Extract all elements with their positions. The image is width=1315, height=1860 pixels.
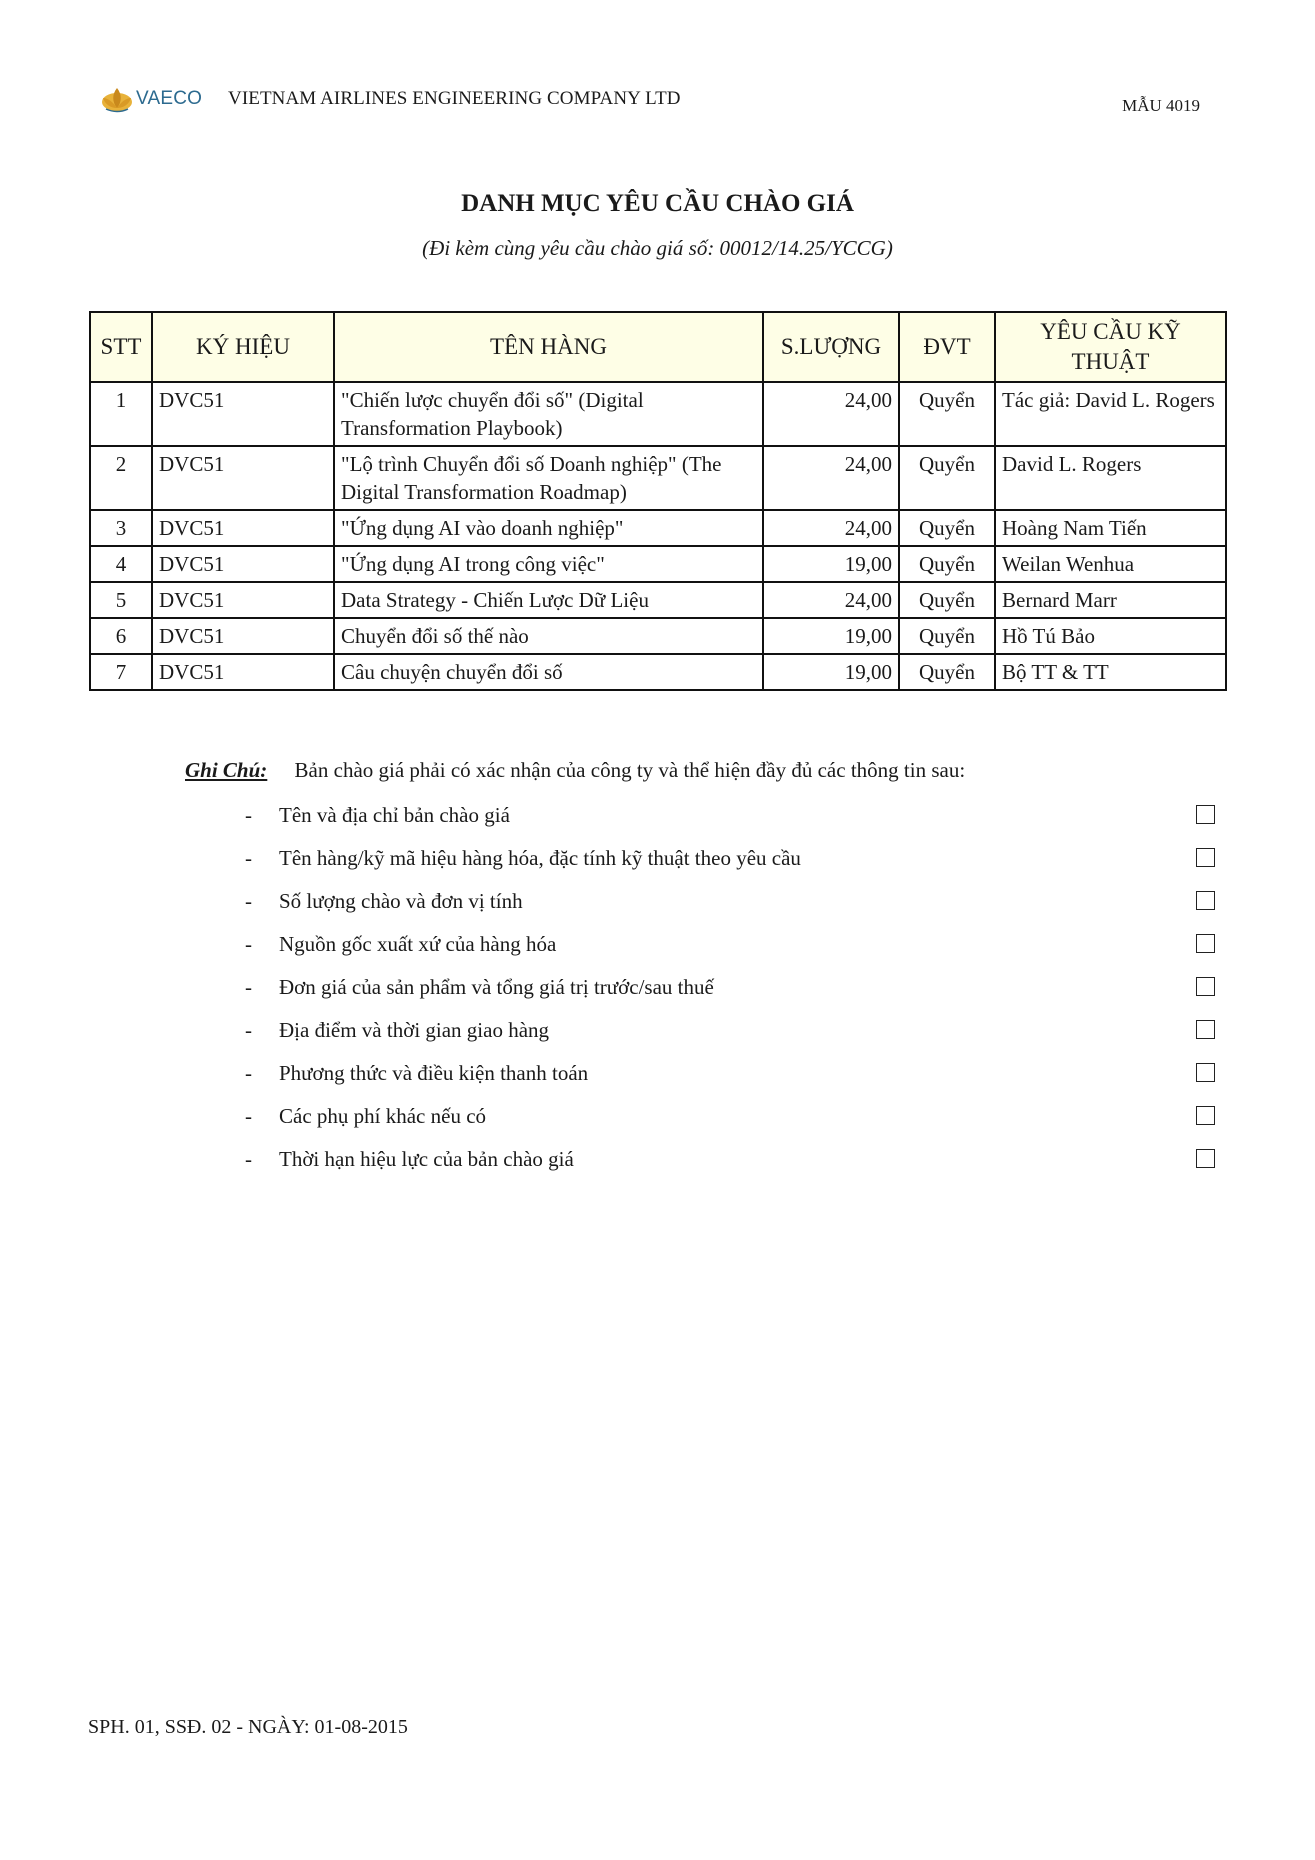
cell-qty: 24,00	[763, 382, 899, 446]
cell-requirement: Hồ Tú Bảo	[995, 618, 1226, 654]
checklist-item-text: Nguồn gốc xuất xứ của hàng hóa	[279, 932, 557, 956]
cell-name: Câu chuyện chuyển đổi số	[334, 654, 763, 690]
checkbox[interactable]	[1196, 1106, 1215, 1125]
cell-stt: 2	[90, 446, 152, 510]
cell-stt: 4	[90, 546, 152, 582]
document-subtitle: (Đi kèm cùng yêu cầu chào giá số: 00012/14.25/YCCG)	[422, 236, 893, 260]
cell-qty: 19,00	[763, 546, 899, 582]
vaeco-logo	[100, 84, 202, 114]
checkbox[interactable]	[1196, 1063, 1215, 1082]
cell-stt: 7	[90, 654, 152, 690]
checklist-item-text: Đơn giá của sản phẩm và tổng giá trị trước/sau thuế	[279, 975, 714, 999]
checkbox[interactable]	[1196, 977, 1215, 996]
cell-code: DVC51	[152, 618, 334, 654]
company-name: VIETNAM AIRLINES ENGINEERING COMPANY LTD	[228, 88, 681, 109]
document-footer: SPH. 01, SSĐ. 02 - NGÀY: 01-08-2015	[88, 1716, 408, 1738]
bullet-dash: -	[245, 1061, 252, 1085]
table-row	[90, 654, 1226, 690]
cell-qty: 24,00	[763, 510, 899, 546]
note-section	[185, 758, 965, 783]
cell-name: Data Strategy - Chiến Lược Dữ Liệu	[334, 582, 763, 618]
cell-code: DVC51	[152, 582, 334, 618]
document-title: DANH MỤC YÊU CẦU CHÀO GIÁ	[461, 190, 854, 217]
cell-stt: 6	[90, 618, 152, 654]
checklist-item-text: Các phụ phí khác nếu có	[279, 1104, 487, 1128]
cell-name: "Ứng dụng AI vào doanh nghiệp"	[334, 510, 763, 546]
checklist-item-text: Thời hạn hiệu lực của bản chào giá	[279, 1147, 574, 1171]
bullet-dash: -	[245, 846, 252, 870]
cell-requirement: Bộ TT & TT	[995, 654, 1226, 690]
bullet-dash: -	[245, 975, 252, 999]
cell-requirement: Weilan Wenhua	[995, 546, 1226, 582]
requirements-checklist	[245, 800, 1215, 1187]
header-requirement: YÊU CẦU KỸ THUẬT	[995, 312, 1226, 382]
cell-name: "Lộ trình Chuyển đổi số Doanh nghiệp" (The Digital Transformation Roadmap)	[334, 446, 763, 510]
checkbox[interactable]	[1196, 805, 1215, 824]
cell-stt: 5	[90, 582, 152, 618]
cell-code: DVC51	[152, 510, 334, 546]
cell-code: DVC51	[152, 546, 334, 582]
cell-stt: 3	[90, 510, 152, 546]
table-header-row	[90, 312, 1226, 382]
header-unit: ĐVT	[899, 312, 995, 382]
bullet-dash: -	[245, 889, 252, 913]
cell-name: Chuyển đổi số thế nào	[334, 618, 763, 654]
bullet-dash: -	[245, 1104, 252, 1128]
checkbox[interactable]	[1196, 891, 1215, 910]
cell-requirement: Tác giả: David L. Rogers	[995, 382, 1226, 446]
cell-code: DVC51	[152, 654, 334, 690]
list-item	[245, 1015, 1215, 1058]
cell-stt: 1	[90, 382, 152, 446]
note-text: Bản chào giá phải có xác nhận của công ty và thể hiện đầy đủ các thông tin sau:	[294, 758, 966, 782]
cell-code: DVC51	[152, 446, 334, 510]
page-header	[100, 84, 1200, 124]
cell-requirement: Bernard Marr	[995, 582, 1226, 618]
checklist-item-text: Tên và địa chỉ bản chào giá	[279, 803, 510, 827]
checklist-item-text: Địa điểm và thời gian giao hàng	[279, 1018, 550, 1042]
quotation-items-table	[89, 311, 1227, 691]
table-row	[90, 446, 1226, 510]
cell-name: "Chiến lược chuyển đổi số" (Digital Transformation Playbook)	[334, 382, 763, 446]
checkbox[interactable]	[1196, 934, 1215, 953]
header-code: KÝ HIỆU	[152, 312, 334, 382]
cell-qty: 19,00	[763, 618, 899, 654]
header-qty: S.LƯỢNG	[763, 312, 899, 382]
cell-qty: 24,00	[763, 446, 899, 510]
checklist-item-text: Số lượng chào và đơn vị tính	[279, 889, 523, 913]
table-row	[90, 546, 1226, 582]
logo-text: VAECO	[136, 88, 203, 109]
cell-unit: Quyển	[899, 654, 995, 690]
cell-name: "Ứng dụng AI trong công việc"	[334, 546, 763, 582]
checklist-item-text: Tên hàng/kỹ mã hiệu hàng hóa, đặc tính kỹ thuật theo yêu cầu	[279, 846, 801, 870]
cell-requirement: David L. Rogers	[995, 446, 1226, 510]
list-item	[245, 886, 1215, 929]
cell-unit: Quyển	[899, 582, 995, 618]
checkbox[interactable]	[1196, 1020, 1215, 1039]
list-item	[245, 1058, 1215, 1101]
list-item	[245, 1144, 1215, 1187]
table-row	[90, 618, 1226, 654]
checkbox[interactable]	[1196, 848, 1215, 867]
cell-requirement: Hoàng Nam Tiến	[995, 510, 1226, 546]
list-item	[245, 972, 1215, 1015]
cell-unit: Quyển	[899, 382, 995, 446]
bullet-dash: -	[245, 1018, 252, 1042]
list-item	[245, 929, 1215, 972]
lotus-logo-icon	[100, 84, 134, 114]
cell-qty: 19,00	[763, 654, 899, 690]
table-row	[90, 510, 1226, 546]
cell-unit: Quyển	[899, 510, 995, 546]
checklist-item-text: Phương thức và điều kiện thanh toán	[279, 1061, 589, 1085]
bullet-dash: -	[245, 932, 252, 956]
note-label: Ghi Chú:	[185, 758, 268, 782]
table-row	[90, 582, 1226, 618]
cell-unit: Quyển	[899, 618, 995, 654]
cell-unit: Quyển	[899, 546, 995, 582]
list-item	[245, 1101, 1215, 1144]
list-item	[245, 843, 1215, 886]
table-row	[90, 382, 1226, 446]
checkbox[interactable]	[1196, 1149, 1215, 1168]
header-stt: STT	[90, 312, 152, 382]
cell-qty: 24,00	[763, 582, 899, 618]
form-number: MẪU 4019	[1122, 96, 1200, 115]
cell-unit: Quyển	[899, 446, 995, 510]
cell-code: DVC51	[152, 382, 334, 446]
bullet-dash: -	[245, 1147, 252, 1171]
header-name: TÊN HÀNG	[334, 312, 763, 382]
bullet-dash: -	[245, 803, 252, 827]
list-item	[245, 800, 1215, 843]
